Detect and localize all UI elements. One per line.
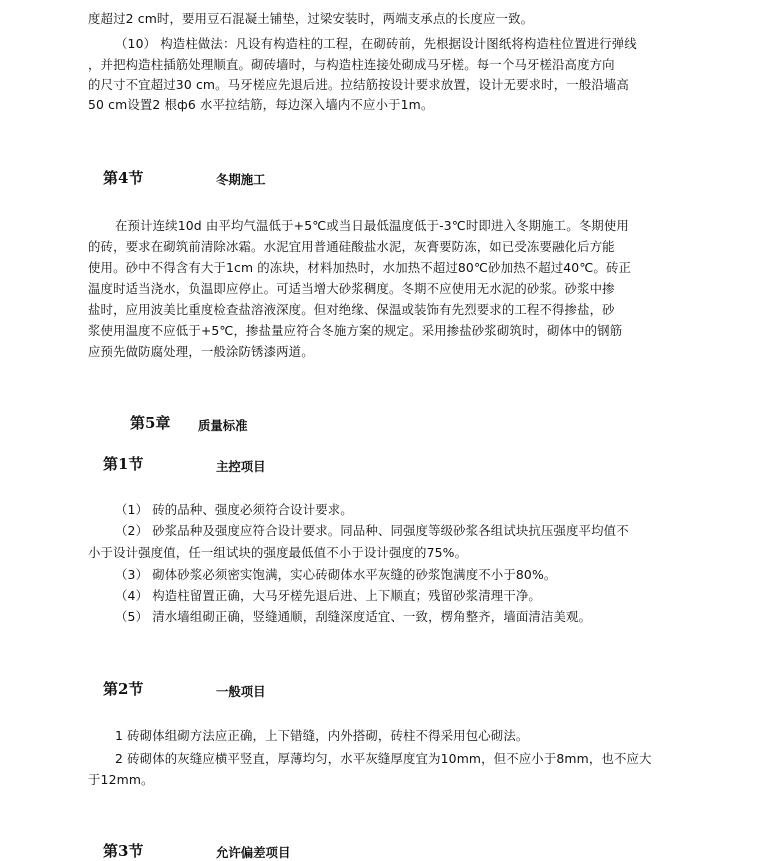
chapter-number: 第5章 (130, 414, 171, 432)
list-item: （1） 砖的品种、强度必须符合设计要求。 (115, 502, 353, 517)
text-line: 的砖，要求在砌筑前清除冰霜。水泥宜用普通硅酸盐水泥，灰膏要防冻，如已受冻要融化后方能 (88, 239, 615, 254)
text-line: 温度时适当浇水，负温即应停止。可适当增大砂浆稠度。冬期不应使用无水泥的砂浆。砂浆中掺 (88, 281, 615, 296)
list-item: （4） 构造柱留置正确，大马牙槎先退后进、上下顺直；残留砂浆清理干净。 (115, 588, 541, 603)
text-line: 50 cm设置2 根ф6 水平拉结筋，每边深入墙内不应小于1m。 (88, 97, 434, 112)
section-number: 第4节 (103, 169, 144, 187)
chapter-title: 质量标准 (198, 418, 248, 433)
section-title: 一般项目 (216, 684, 266, 699)
text-line: 度超过2 cm时，要用豆石混凝土铺垫，过梁安装时，两端支承点的长度应一致。 (88, 11, 534, 26)
section-number: 第3节 (103, 842, 144, 860)
text-line: ，并把构造柱插筋处理顺直。砌砖墙时，与构造柱连接处砌成马牙槎。每一个马牙槎沿高度方向 (88, 57, 615, 72)
section-title: 冬期施工 (216, 172, 266, 187)
section-title: 主控项目 (216, 459, 266, 474)
list-item: 1 砖砌体组砌方法应正确，上下错缝，内外搭砌，砖柱不得采用包心砌法。 (115, 728, 529, 743)
section-number: 第1节 (103, 455, 144, 473)
text-line: 的尺寸不宜超过30 cm。马牙槎应先退后进。拉结筋按设计要求放置，设计无要求时，一般沿墙高 (88, 77, 629, 92)
list-item: （5） 清水墙组砌正确，竖缝通顺，刮缝深度适宜、一致，楞角整齐，墙面清洁美观。 (115, 609, 592, 624)
text-line: 在预计连续10d 由平均气温低于+5℃或当日最低温度低于-3℃时即进入冬期施工。冬期使用 (115, 218, 629, 233)
section-title: 允许偏差项目 (216, 845, 291, 860)
text-line: 盐时，应用波美比重度检查盐溶液深度。但对绝缘、保温或装饰有先烈要求的工程不得掺盐，砂 (88, 302, 615, 317)
list-item: 2 砖砌体的灰缝应横平竖直，厚薄均匀，水平灰缝厚度宜为10mm，但不应小于8mm，也不应大 (115, 751, 652, 766)
list-item: （3） 砌体砂浆必须密实饱满，实心砖砌体水平灰缝的砂浆饱满度不小于80%。 (115, 567, 557, 582)
text-line: （10） 构造柱做法：凡设有构造柱的工程，在砌砖前，先根据设计图纸将构造柱位置进行弹线 (115, 36, 637, 51)
text-line: 应预先做防腐处理，一般涂防锈漆两道。 (88, 344, 314, 359)
text-line: 浆使用温度不应低于+5℃，掺盐量应符合冬施方案的规定。采用掺盐砂浆砌筑时，砌体中的钢筋 (88, 323, 623, 338)
text-line: 小于设计强度值，任一组试块的强度最低值不小于设计强度的75%。 (88, 545, 468, 560)
list-item: （2） 砂浆品种及强度应符合设计要求。同品种、同强度等级砂浆各组试块抗压强度平均值不 (115, 523, 629, 538)
text-line: 使用。砂中不得含有大于1cm 的冻块，材料加热时，水加热不超过80℃砂加热不超过40℃。砖正 (88, 260, 632, 275)
section-number: 第2节 (103, 680, 144, 698)
text-line: 于12mm。 (88, 772, 154, 787)
